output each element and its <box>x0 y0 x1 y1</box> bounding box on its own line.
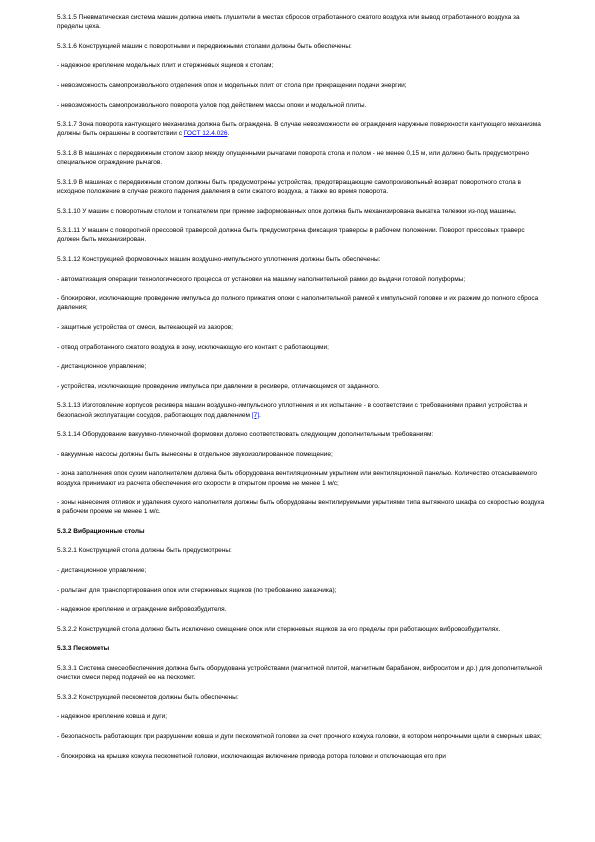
paragraph <box>57 693 547 702</box>
paragraph-text: 5.3.1.6 Конструкцией машин с поворотными и передвижными столами должны быть обеспечены: <box>57 42 352 50</box>
paragraph-text: 5.3.1.8 В машинах с передвижным столом зазор между опущенными рычагами поворота стола и полом - не менее 0,15 м, или должно быть предусмотрено специальное ограждение рычагов. <box>57 149 529 167</box>
paragraph <box>57 732 547 741</box>
paragraph-text: - невозможность самопроизвольного отделения опок и модельных плит от стола при прекращении подачи энергии; <box>57 81 407 89</box>
paragraph-text: . <box>227 130 230 138</box>
paragraph-text: - невозможность самопроизвольного поворота узлов под действием массы опоки и модельной плиты. <box>57 101 367 109</box>
paragraph <box>57 450 547 459</box>
paragraph-text: 5.3.1.11 У машин с поворотной прессовой траверсой должна быть предусмотрена фиксация траверсы в рабочем положении. Поворот прессовых траверс должен быть механизирован. <box>57 227 525 244</box>
paragraph-text: . <box>259 411 261 419</box>
paragraph <box>57 566 547 575</box>
paragraph <box>57 101 547 110</box>
paragraph <box>57 362 547 371</box>
paragraph-text: - надежное крепление и ограждение вибровозбудителя. <box>57 606 227 614</box>
paragraph <box>57 120 547 138</box>
paragraph-text: - вакуумные насосы должны быть вынесены в отдельное звукоизолированное помещение; <box>57 450 333 458</box>
paragraph <box>57 323 547 332</box>
paragraph <box>57 149 547 167</box>
paragraph <box>57 605 547 614</box>
paragraph <box>57 752 547 761</box>
paragraph <box>57 401 547 419</box>
paragraph <box>57 586 547 595</box>
paragraph <box>57 546 547 555</box>
paragraph <box>57 712 547 721</box>
reference-link[interactable]: [7] <box>251 411 260 419</box>
paragraph-text: 5.3.1.10 У машин с поворотным столом и толкателем при приеме заформованных опок должна быть механизирована выкатка тележки из-под машины. <box>57 207 517 215</box>
paragraph-text: - зоны нанесения отливок и удаления сухого наполнителя должны быть оборудованы вентилируемыми укрытиями типа вытяжного шкафа со скоростью воздуха в рабочем проеме не менее 1 м/с. <box>57 499 545 516</box>
paragraph <box>57 382 547 391</box>
paragraph-text: - дистанционное управление; <box>57 567 147 575</box>
paragraph-text: 5.3.3.1 Система смесеобеспечения должна быть оборудована устройствами (магнитной плитой, магнитным барабаном, виброситом и др.) для дополнительной очистки смеси перед подачей ее на пескомет. <box>57 665 542 682</box>
reference-link[interactable]: ГОСТ 12.4.026 <box>183 130 228 138</box>
paragraph <box>57 226 547 244</box>
paragraph-text: - зона заполнения опок сухим наполнителем должна быть оборудована вентиляционным укрытием или вентиляционной панелью. Количество отсасываемого воздуха принимают из расчета обеспечения его скорости в открытом проеме не менее 1 м/с; <box>57 470 538 487</box>
paragraph-text: - защитные устройства от смеси, вытекающей из зазоров; <box>57 323 233 331</box>
paragraph <box>57 207 547 216</box>
paragraph-text: - блокировки, исключающие проведение импульса до полного прижатия опоки с наполнительной рамкой к импульсной головке и их разжим до полного сброса давления; <box>57 295 539 312</box>
paragraph-text: - дистанционное управление; <box>57 363 147 371</box>
paragraph <box>57 625 547 634</box>
paragraph-text: 5.3.1.14 Оборудование вакуумно-пленочной формовки должно соответствовать следующим дополнительным требованиям: <box>57 431 434 439</box>
paragraph-text: 5.3.1.12 Конструкцией формовочных машин воздушно-импульсного уплотнения должны быть обеспечены: <box>57 255 381 263</box>
paragraph <box>57 294 547 312</box>
paragraph-text: 5.3.1.13 Изготовление корпусов ресивера машин воздушно-импульсного уплотнения и их испытание - в соответствии с требованиями правил устройства и безопасной эксплуатации сосудов, работающих под давлением <box>57 402 528 419</box>
document-body <box>57 13 547 771</box>
paragraph <box>57 469 547 487</box>
paragraph-text: 5.3.3.2 Конструкцией пескометов должны быть обеспечены: <box>57 693 239 701</box>
section-heading <box>57 644 547 653</box>
paragraph <box>57 664 547 682</box>
paragraph <box>57 275 547 284</box>
paragraph-text: - автоматизация операции технологического процесса от установки на машину наполнительной рамки до выдачи готовой полуформы; <box>57 275 466 283</box>
paragraph-text: 5.3.2 Вибрационные столы <box>57 527 145 535</box>
paragraph-text: - надежное крепление ковша и дуги; <box>57 713 168 721</box>
paragraph <box>57 498 547 516</box>
paragraph-text: - устройства, исключающие проведение импульса при давлении в ресивере, отличающемся от заданного. <box>57 382 380 390</box>
paragraph <box>57 61 547 70</box>
paragraph <box>57 430 547 439</box>
paragraph <box>57 42 547 51</box>
paragraph-text: - блокировка на крышке кожуха пескометной головки, исключающая включение привода ротора головки и отключающая его при <box>57 752 446 760</box>
paragraph-text: 5.3.1.5 Пневматическая система машин должна иметь глушители в местах сбросов отработанного сжатого воздуха или вывод отработанного воздуха за пределы цеха. <box>57 14 520 31</box>
paragraph <box>57 343 547 352</box>
paragraph-text: - безопасность работающих при разрушении ковша и дуги пескометной головки за счет прочного кожуха головки, в котором непрочными щели в смерных швах; <box>57 733 542 741</box>
paragraph-text: - надежное крепление модельных плит и стержневых ящиков к столам; <box>57 62 274 70</box>
paragraph <box>57 13 547 31</box>
paragraph-text: 5.3.3 Пескометы <box>57 645 110 653</box>
paragraph-text: 5.3.1.9 В машинах с передвижным столом должны быть предусмотрены устройства, предотвращающие самопроизвольный возврат поворотного стола в исходное положение в случае резкого падения давления в сети сжатого воздуха, а также во время поворота. <box>57 178 521 195</box>
paragraph <box>57 178 547 196</box>
section-heading <box>57 527 547 536</box>
paragraph-text: - отвод отработанного сжатого воздуха в зону, исключающую его контакт с работающими; <box>57 343 329 351</box>
paragraph-text: - рольганг для транспортирования опок или стержневых ящиков (по требованию заказчика); <box>57 586 337 594</box>
paragraph <box>57 255 547 264</box>
paragraph <box>57 81 547 90</box>
paragraph-text: 5.3.1.7 Зона поворота кантующего механизма должна быть ограждена. В случае невозможности ее ограждения наружные поверхности кантующего механизма должны быть окрашены в соответствии с <box>57 121 541 138</box>
paragraph-text: 5.3.2.1 Конструкцией стола должны быть предусмотрены: <box>57 547 232 555</box>
paragraph-text: 5.3.2.2 Конструкцией стола должно быть исключено смещение опок или стержневых ящиков за его пределы при работающих вибровозбудителях. <box>57 625 501 633</box>
